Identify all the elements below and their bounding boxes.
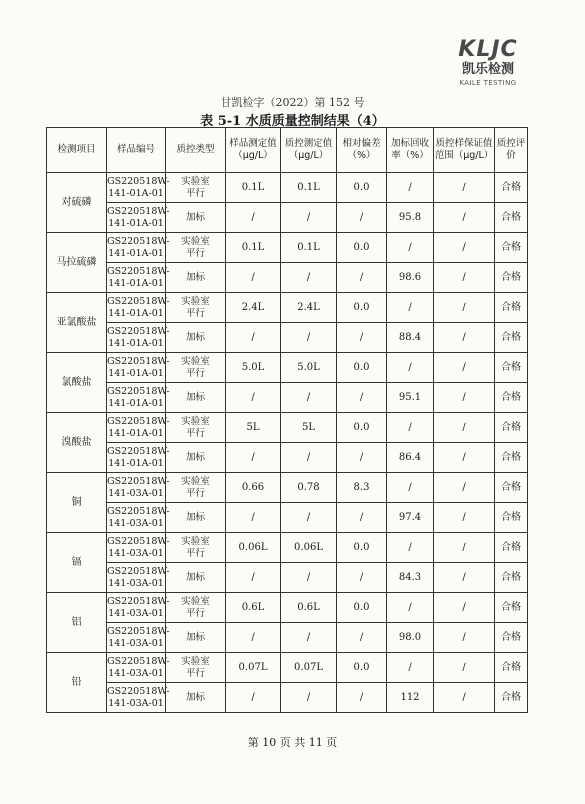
table-row — [47, 503, 528, 533]
cell-qc-type — [166, 353, 226, 383]
cell-qc-value: 0.07L — [281, 653, 337, 683]
cell-item: 亚氯酸盐 — [47, 293, 107, 353]
cell-evaluation: 合格 — [495, 533, 528, 563]
cell-evaluation: 合格 — [495, 383, 528, 413]
cell-qc-range: / — [434, 683, 495, 713]
cell-sample-value: / — [226, 443, 281, 473]
cell-sample-id-line: 141-03A-01 — [108, 637, 164, 649]
cell-evaluation: 合格 — [495, 323, 528, 353]
cell-item: 氯酸盐 — [47, 353, 107, 413]
cell-recovery: / — [387, 353, 434, 383]
cell-qc-type-line: 平行 — [185, 187, 205, 199]
table-row — [47, 623, 528, 653]
table-row — [47, 233, 528, 263]
cell-rel-dev: / — [337, 683, 387, 713]
cell-sample-id-line: GS220518W- — [107, 325, 170, 337]
cell-qc-type — [166, 623, 226, 653]
table-body — [47, 173, 528, 713]
cell-rel-dev: 0.0 — [337, 593, 387, 623]
cell-sample-id-line: 141-01A-01 — [108, 337, 164, 349]
cell-qc-value: 5L — [281, 413, 337, 443]
cell-recovery: 84.3 — [387, 563, 434, 593]
cell-sample-id — [107, 623, 170, 653]
cell-sample-id — [107, 683, 170, 713]
cell-sample-id-line: 141-01A-01 — [108, 217, 164, 229]
cell-recovery: 86.4 — [387, 443, 434, 473]
cell-qc-value: / — [281, 503, 337, 533]
logo-name-en: KAILE TESTING — [459, 79, 517, 87]
cell-sample-id — [107, 473, 170, 503]
cell-qc-type-line: 加标 — [185, 211, 205, 223]
cell-qc-range: / — [434, 503, 495, 533]
cell-sample-id-line: 141-01A-01 — [108, 247, 164, 259]
cell-item: 马拉硫磷 — [47, 233, 107, 293]
cell-recovery: 95.1 — [387, 383, 434, 413]
cell-qc-range: / — [434, 443, 495, 473]
cell-sample-id-line: 141-01A-01 — [108, 187, 164, 199]
cell-rel-dev: / — [337, 323, 387, 353]
cell-sample-id-line: 141-03A-01 — [108, 577, 164, 589]
cell-qc-value: 0.6L — [281, 593, 337, 623]
cell-sample-id-line: GS220518W- — [107, 595, 170, 607]
cell-qc-type-line: 实验室 — [181, 535, 210, 547]
cell-rel-dev: / — [337, 443, 387, 473]
cell-qc-value: / — [281, 623, 337, 653]
cell-evaluation: 合格 — [495, 563, 528, 593]
cell-qc-type-line: 平行 — [185, 607, 205, 619]
cell-qc-range: / — [434, 203, 495, 233]
cell-sample-value: 0.1L — [226, 173, 281, 203]
cell-qc-type-line: 实验室 — [181, 355, 210, 367]
cell-qc-range: / — [434, 293, 495, 323]
cell-rel-dev: / — [337, 503, 387, 533]
cell-qc-value: / — [281, 563, 337, 593]
table-row — [47, 353, 528, 383]
logo-mark: KLJC — [458, 37, 518, 62]
cell-recovery: / — [387, 413, 434, 443]
cell-qc-value: 2.4L — [281, 293, 337, 323]
cell-rel-dev: 0.0 — [337, 533, 387, 563]
cell-qc-type — [166, 323, 226, 353]
table-row — [47, 173, 528, 203]
cell-rel-dev: / — [337, 203, 387, 233]
cell-sample-id-line: GS220518W- — [107, 655, 170, 667]
cell-sample-value: / — [226, 203, 281, 233]
table-row — [47, 413, 528, 443]
cell-item: 对硫磷 — [47, 173, 107, 233]
cell-qc-range: / — [434, 623, 495, 653]
cell-rel-dev: 0.0 — [337, 353, 387, 383]
cell-sample-id — [107, 323, 170, 353]
cell-qc-value: / — [281, 683, 337, 713]
cell-sample-value: 5L — [226, 413, 281, 443]
cell-qc-type-line: 平行 — [185, 247, 205, 259]
header-qc-range: 质控样保证值范围（μg/L） — [434, 128, 495, 173]
cell-qc-type — [166, 443, 226, 473]
cell-sample-id — [107, 443, 170, 473]
cell-qc-value: 0.1L — [281, 233, 337, 263]
cell-qc-type — [166, 503, 226, 533]
cell-sample-id-line: GS220518W- — [107, 385, 170, 397]
cell-recovery: 112 — [387, 683, 434, 713]
cell-qc-type-line: 平行 — [185, 547, 205, 559]
cell-qc-type — [166, 203, 226, 233]
cell-qc-type-line: 平行 — [185, 307, 205, 319]
cell-sample-id — [107, 563, 170, 593]
cell-recovery: / — [387, 233, 434, 263]
cell-qc-type-line: 实验室 — [181, 175, 210, 187]
cell-qc-range: / — [434, 263, 495, 293]
cell-qc-type-line: 平行 — [185, 487, 205, 499]
cell-recovery: / — [387, 593, 434, 623]
cell-sample-value: / — [226, 503, 281, 533]
cell-qc-type-line: 实验室 — [181, 295, 210, 307]
cell-qc-type-line: 实验室 — [181, 235, 210, 247]
cell-evaluation: 合格 — [495, 173, 528, 203]
cell-qc-type-line: 实验室 — [181, 655, 210, 667]
cell-rel-dev: / — [337, 263, 387, 293]
cell-sample-id-line: GS220518W- — [107, 565, 170, 577]
cell-sample-value: / — [226, 263, 281, 293]
cell-sample-value: 0.6L — [226, 593, 281, 623]
cell-sample-id-line: GS220518W- — [107, 355, 170, 367]
cell-qc-type — [166, 683, 226, 713]
cell-qc-value: 0.1L — [281, 173, 337, 203]
cell-qc-range: / — [434, 353, 495, 383]
table-row — [47, 383, 528, 413]
cell-qc-value: / — [281, 443, 337, 473]
cell-qc-type-line: 加标 — [185, 511, 205, 523]
cell-recovery: 95.8 — [387, 203, 434, 233]
cell-sample-value: 0.1L — [226, 233, 281, 263]
cell-qc-type — [166, 413, 226, 443]
table-header-row — [47, 128, 528, 173]
cell-sample-id-line: 141-01A-01 — [108, 457, 164, 469]
cell-evaluation: 合格 — [495, 593, 528, 623]
cell-qc-range: / — [434, 473, 495, 503]
cell-sample-id-line: 141-03A-01 — [108, 697, 164, 709]
cell-qc-value: / — [281, 203, 337, 233]
cell-recovery: / — [387, 293, 434, 323]
cell-recovery: / — [387, 173, 434, 203]
cell-sample-id — [107, 233, 170, 263]
table-row — [47, 443, 528, 473]
cell-sample-value: 5.0L — [226, 353, 281, 383]
cell-rel-dev: 0.0 — [337, 233, 387, 263]
cell-evaluation: 合格 — [495, 233, 528, 263]
table-row — [47, 683, 528, 713]
cell-qc-type — [166, 263, 226, 293]
cell-qc-type — [166, 233, 226, 263]
header-rel-dev: 相对偏差（%） — [337, 128, 387, 173]
cell-qc-range: / — [434, 563, 495, 593]
logo-name-cn: 凯乐检测 — [461, 62, 514, 77]
cell-item: 镉 — [47, 533, 107, 593]
cell-qc-type-line: 加标 — [185, 691, 205, 703]
table-row — [47, 593, 528, 623]
table-row — [47, 563, 528, 593]
company-logo — [446, 38, 530, 94]
cell-qc-type-line: 加标 — [185, 631, 205, 643]
cell-recovery: 98.0 — [387, 623, 434, 653]
cell-qc-range: / — [434, 233, 495, 263]
cell-sample-id-line: 141-01A-01 — [108, 397, 164, 409]
cell-sample-id — [107, 383, 170, 413]
table-row — [47, 533, 528, 563]
cell-qc-type-line: 加标 — [185, 451, 205, 463]
cell-sample-id-line: 141-01A-01 — [108, 277, 164, 289]
cell-item: 铜 — [47, 473, 107, 533]
cell-qc-value: / — [281, 263, 337, 293]
cell-item: 溴酸盐 — [47, 413, 107, 473]
cell-qc-value: 0.78 — [281, 473, 337, 503]
cell-qc-type-line: 加标 — [185, 391, 205, 403]
header-evaluation: 质控评价 — [495, 128, 528, 173]
cell-qc-type — [166, 293, 226, 323]
cell-recovery: / — [387, 653, 434, 683]
cell-qc-type — [166, 533, 226, 563]
cell-qc-value: / — [281, 383, 337, 413]
cell-sample-value: / — [226, 323, 281, 353]
qc-results-table — [46, 127, 528, 713]
cell-recovery: / — [387, 473, 434, 503]
cell-evaluation: 合格 — [495, 473, 528, 503]
cell-sample-value: / — [226, 383, 281, 413]
cell-rel-dev: 0.0 — [337, 173, 387, 203]
cell-qc-range: / — [434, 533, 495, 563]
cell-sample-value: / — [226, 683, 281, 713]
table-row — [47, 263, 528, 293]
cell-sample-value: 0.66 — [226, 473, 281, 503]
cell-sample-id — [107, 413, 170, 443]
cell-sample-value: 2.4L — [226, 293, 281, 323]
cell-evaluation: 合格 — [495, 503, 528, 533]
table-row — [47, 653, 528, 683]
cell-sample-id-line: GS220518W- — [107, 685, 170, 697]
cell-sample-value: / — [226, 623, 281, 653]
cell-sample-id — [107, 203, 170, 233]
cell-sample-value: 0.07L — [226, 653, 281, 683]
cell-qc-type-line: 平行 — [185, 427, 205, 439]
cell-evaluation: 合格 — [495, 683, 528, 713]
cell-qc-type-line: 加标 — [185, 271, 205, 283]
cell-rel-dev: 0.0 — [337, 293, 387, 323]
cell-recovery: / — [387, 533, 434, 563]
cell-sample-id-line: GS220518W- — [107, 625, 170, 637]
cell-recovery: 98.6 — [387, 263, 434, 293]
cell-sample-id-line: GS220518W- — [107, 445, 170, 457]
cell-qc-type — [166, 653, 226, 683]
cell-sample-id — [107, 533, 170, 563]
cell-sample-id-line: GS220518W- — [107, 475, 170, 487]
header-sample: 样品编号 — [107, 128, 166, 173]
cell-qc-type — [166, 593, 226, 623]
table-title: 表 5-1 水质质量控制结果（4） — [200, 114, 385, 129]
cell-sample-id — [107, 263, 170, 293]
cell-sample-id — [107, 593, 170, 623]
cell-sample-id-line: GS220518W- — [107, 175, 170, 187]
cell-qc-type-line: 加标 — [185, 571, 205, 583]
cell-qc-value: 0.06L — [281, 533, 337, 563]
cell-qc-range: / — [434, 323, 495, 353]
cell-qc-range: / — [434, 653, 495, 683]
cell-qc-type — [166, 173, 226, 203]
cell-qc-type-line: 平行 — [185, 367, 205, 379]
cell-rel-dev: / — [337, 383, 387, 413]
header-recovery: 加标回收率（%） — [387, 128, 434, 173]
table-row — [47, 293, 528, 323]
cell-qc-type-line: 实验室 — [181, 475, 210, 487]
cell-qc-type-line: 实验室 — [181, 415, 210, 427]
cell-qc-type-line: 加标 — [185, 331, 205, 343]
cell-recovery: 97.4 — [387, 503, 434, 533]
cell-sample-value: 0.06L — [226, 533, 281, 563]
cell-recovery: 88.4 — [387, 323, 434, 353]
cell-sample-id — [107, 173, 170, 203]
cell-sample-value: / — [226, 563, 281, 593]
cell-sample-id-line: 141-03A-01 — [108, 667, 164, 679]
cell-sample-id — [107, 503, 170, 533]
header-item: 检测项目 — [47, 128, 107, 173]
cell-rel-dev: / — [337, 563, 387, 593]
cell-qc-type — [166, 473, 226, 503]
cell-qc-type-line: 实验室 — [181, 595, 210, 607]
cell-sample-id-line: 141-01A-01 — [108, 367, 164, 379]
cell-qc-value: 5.0L — [281, 353, 337, 383]
cell-sample-id-line: 141-03A-01 — [108, 607, 164, 619]
cell-qc-range: / — [434, 173, 495, 203]
table-row — [47, 473, 528, 503]
cell-evaluation: 合格 — [495, 443, 528, 473]
cell-evaluation: 合格 — [495, 353, 528, 383]
cell-sample-id-line: GS220518W- — [107, 535, 170, 547]
header-sample-value: 样品测定值（μg/L） — [226, 128, 281, 173]
cell-item: 铅 — [47, 653, 107, 713]
cell-evaluation: 合格 — [495, 653, 528, 683]
report-number: 甘凯检字（2022）第 152 号 — [220, 96, 365, 109]
cell-sample-id-line: 141-03A-01 — [108, 487, 164, 499]
table-row — [47, 203, 528, 233]
cell-item: 铝 — [47, 593, 107, 653]
cell-sample-id — [107, 293, 170, 323]
cell-qc-value: / — [281, 323, 337, 353]
cell-rel-dev: 8.3 — [337, 473, 387, 503]
cell-qc-type — [166, 563, 226, 593]
cell-evaluation: 合格 — [495, 413, 528, 443]
cell-evaluation: 合格 — [495, 293, 528, 323]
header-qc-value: 质控测定值（μg/L） — [281, 128, 337, 173]
cell-sample-id-line: GS220518W- — [107, 505, 170, 517]
cell-rel-dev: / — [337, 623, 387, 653]
cell-sample-id-line: 141-03A-01 — [108, 547, 164, 559]
cell-sample-id-line: GS220518W- — [107, 235, 170, 247]
cell-sample-id-line: 141-01A-01 — [108, 427, 164, 439]
cell-qc-type — [166, 383, 226, 413]
cell-sample-id-line: GS220518W- — [107, 415, 170, 427]
cell-qc-range: / — [434, 383, 495, 413]
cell-rel-dev: 0.0 — [337, 653, 387, 683]
page-footer: 第 10 页 共 11 页 — [247, 736, 338, 749]
cell-sample-id-line: GS220518W- — [107, 205, 170, 217]
cell-evaluation: 合格 — [495, 623, 528, 653]
cell-qc-type-line: 平行 — [185, 667, 205, 679]
cell-qc-range: / — [434, 413, 495, 443]
cell-rel-dev: 0.0 — [337, 413, 387, 443]
cell-sample-id — [107, 353, 170, 383]
table-row — [47, 323, 528, 353]
cell-qc-range: / — [434, 593, 495, 623]
cell-sample-id-line: 141-01A-01 — [108, 307, 164, 319]
cell-sample-id — [107, 653, 170, 683]
cell-sample-id-line: GS220518W- — [107, 295, 170, 307]
cell-evaluation: 合格 — [495, 203, 528, 233]
cell-evaluation: 合格 — [495, 263, 528, 293]
cell-sample-id-line: 141-03A-01 — [108, 517, 164, 529]
header-qc-type: 质控类型 — [166, 128, 226, 173]
cell-sample-id-line: GS220518W- — [107, 265, 170, 277]
